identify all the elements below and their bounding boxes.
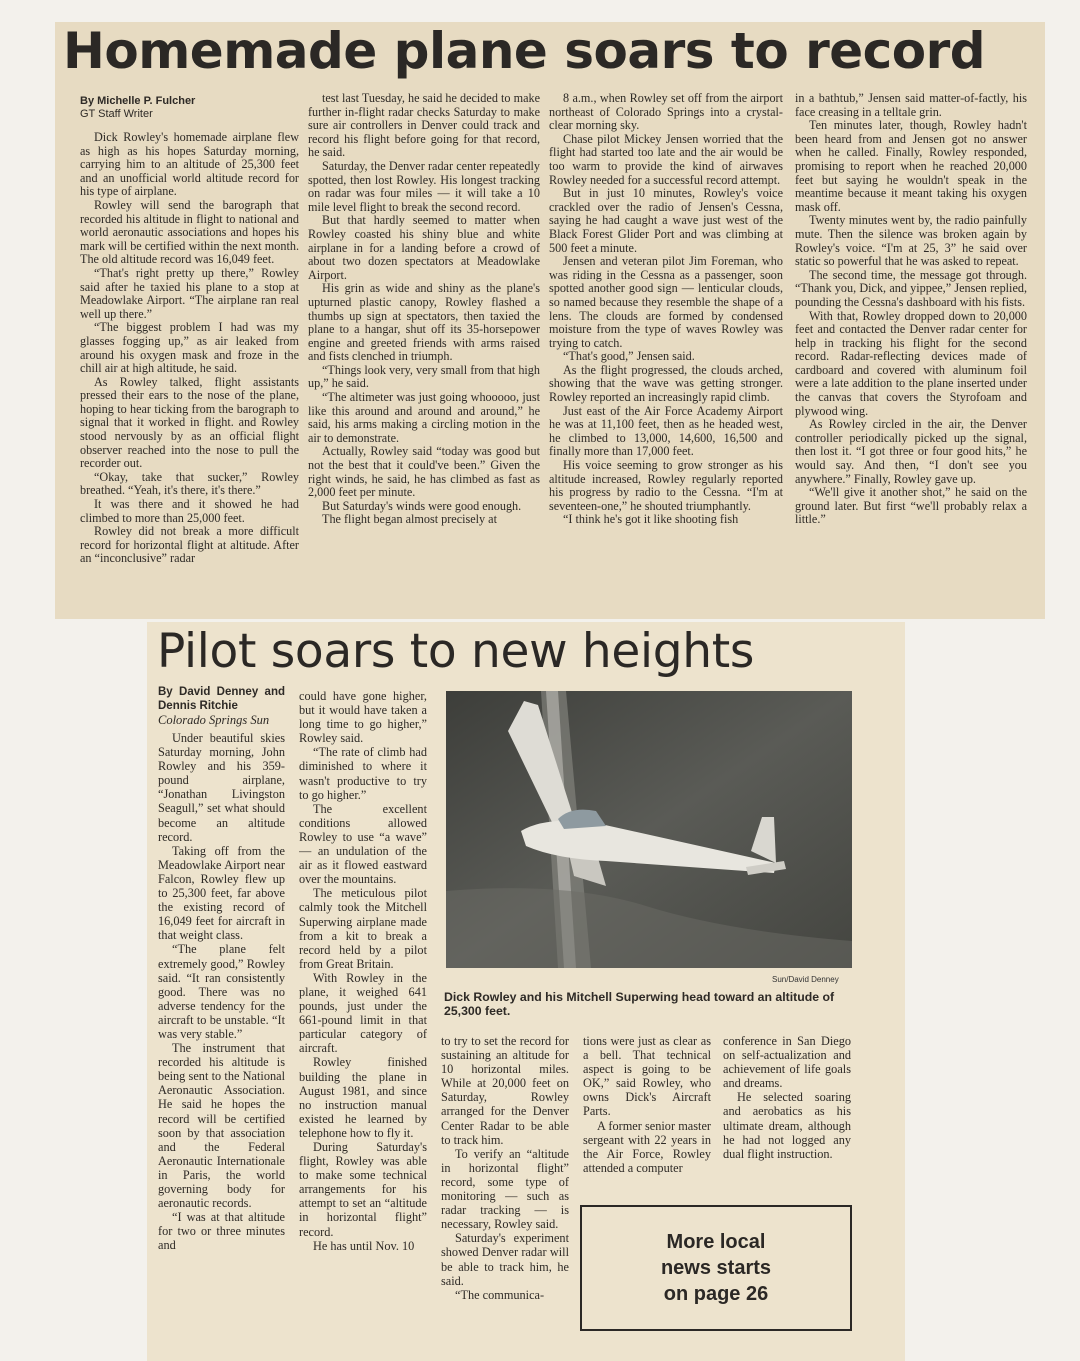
article1-column-1: [80, 95, 299, 615]
article1-column-4: [795, 92, 1027, 615]
paragraph: The instrument that recorded his altitude is being sent to the National Aeronautic Association. He said he hopes the record will be certified soon by that association and the Federal Aeronautic Internationale in Paris, the world governing body for aeronautic records.: [158, 1041, 285, 1211]
paragraph: test last Tuesday, he said he decided to make further in-flight radar checks Saturday to make sure air controllers in Denver could track and record his flight before going for that record, he said.: [308, 92, 540, 160]
paragraph: He has until Nov. 10: [313, 1238, 415, 1253]
paragraph: With Rowley in the plane, it weighed 641 pounds, just under the 661-pound limit in that particular category of aircraft.: [299, 970, 427, 1056]
paragraph: The flight began almost precisely at: [322, 512, 497, 527]
paragraph: With that, Rowley dropped down to 20,000 feet and contacted the Denver radar center for help in tracking his flight for the second record. Radar-reflecting devices made of cardboard and covered with aluminum foil were a late addition to the plane inserted under the canvas that covers the Styrofoam and plywood wing.: [795, 308, 1027, 418]
paragraph: 8 a.m., when Rowley set off from the airport northeast of Colorado Springs into a crystal-clear morning sky.: [549, 92, 783, 133]
paragraph: Saturday's experiment showed Denver radar will be able to track him, he said.: [441, 1231, 569, 1288]
plane-photo-image: [446, 691, 852, 968]
paragraph: Under beautiful skies Saturday morning, John Rowley and his 359-pound airplane, “Jonathan Livingston Seagull,” set what should become an altitude record.: [158, 731, 285, 844]
paragraph: “I was at that altitude for two or three minutes and: [158, 1210, 285, 1253]
paragraph: “The communica-: [455, 1287, 545, 1302]
paragraph: Just east of the Air Force Academy Airport he was at 11,100 feet, then as he headed west, he climbed to 13,000, 14,600, 16,500 and finally more than 17,000 feet.: [549, 403, 783, 459]
paragraph: Taking off from the Meadowlake Airport near Falcon, Rowley flew up to 25,300 feet, far above the existing record of 16,049 feet for aircraft in that weight class.: [158, 843, 285, 943]
byline-fulcher: By Michelle P. Fulcher GT Staff Writer: [80, 95, 196, 120]
photo-credit: Sun/David Denney: [772, 975, 839, 984]
paragraph: “I think he's got it like shooting fish: [563, 512, 739, 527]
paragraph: Rowley did not break a more difficult record for horizontal flight at altitude. After an “inconclusive” radar: [80, 524, 299, 566]
paragraph: Dick Rowley's homemade airplane flew as high as his hopes Saturday morning, carrying him to an altitude of 25,300 feet and an unofficial world altitude record for his type of airplane.: [80, 130, 299, 199]
paragraph: “The biggest problem I had was my glasses fogging up,” as air leaked from around his oxygen mask and froze in the chill air at high altitude, he said.: [80, 320, 299, 376]
article2-column-5: [723, 1034, 851, 1199]
paragraph: Jensen and veteran pilot Jim Foreman, who was riding in the Cessna as a passenger, soon spotted another good sign — lenticular clouds, so named because they resemble the shape of a lens. The clouds are formed by condensed moisture from the type of waves Rowley was trying to catch.: [549, 254, 783, 350]
paragraph: “The altimeter was just going whooooo, just like this around and around and around,” he said, his arms making a circling motion in the air to demonstrate.: [308, 390, 540, 445]
paragraph: To verify an “altitude in horizontal flight” record, some type of monitoring — such as radar tracking — is necessary, Rowley said.: [441, 1146, 569, 1232]
paragraph: tions were just as clear as a bell. That technical aspect is going to be OK,” said Rowley, who owns Dick's Aircraft Parts.: [583, 1034, 711, 1119]
paragraph: Rowley will send the barograph that recorded his altitude in flight to national and world aeronautic associations and hopes his mark will be certified within the next month. The old altitude record was 16,049 feet.: [80, 197, 299, 267]
article2-column-3: [441, 1034, 569, 1359]
paragraph: conference in San Diego on self-actualization and achievement of life goals and dreams.: [723, 1034, 851, 1091]
paragraph: Twenty minutes went by, the radio painfully mute. Then the silence was broken again by Rowley's voice. “I'm at 25, 3” he said over static so powerful that he was asked to repeat.: [795, 213, 1027, 269]
article1-column-2: [308, 92, 540, 615]
paragraph: “The plane felt extremely good,” Rowley said. “It ran consistently good. There was no adverse tendency for the aircraft to be unstable. “It was very stable.”: [158, 942, 285, 1041]
clipping-homemade-plane: [55, 22, 1045, 619]
paragraph: to try to set the record for sustaining an altitude for 10 horizontal miles. While at 20,000 feet on Saturday, Rowley arranged for the Denver Center Radar to be able to track him.: [441, 1034, 569, 1147]
paragraph: “The rate of climb had diminished to where it wasn't productive to try to go higher.”: [299, 745, 427, 802]
paragraph: A former senior master sergeant with 22 years in the Air Force, Rowley attended a computer: [583, 1118, 711, 1175]
paragraph: “Okay, take that sucker,” Rowley breathed. “Yeah, it's there, it's there.”: [80, 469, 299, 498]
paragraph: But in just 10 minutes, Rowley's voice crackled over the radio of Jensen's Cessna, saying he had caught a wave just west of the Black Forest Glider Port and was climbing at 500 feet a minute.: [549, 186, 783, 255]
paragraph: His voice seeming to grow stronger as his altitude increased, Rowley regularly reported his progress by radio to the Cessna. “I'm at seventeen-one,” he shouted triumphantly.: [549, 458, 783, 513]
article2-column-4: [583, 1034, 711, 1199]
headline-homemade-plane: Homemade plane soars to record: [63, 22, 986, 80]
headline-pilot-soars: Pilot soars to new heights: [157, 624, 755, 679]
paragraph: “Things look very, very small from that high up,” he said.: [308, 362, 540, 391]
paragraph: It was there and it showed he had climbed to more than 25,000 feet.: [80, 497, 299, 525]
paragraph: His grin as wide and shiny as the plane's upturned plastic canopy, Rowley flashed a thumbs up sign at spectators, then taxied the plane to a hangar, shut off its 35-horsepower engine and greeted friends with arms raised and fists clenched in triumph.: [308, 281, 540, 364]
paragraph: “That's right pretty up there,” Rowley said after he taxied his plane to a stop at Meadowlake Airport. “The airplane ran real well up there.”: [80, 265, 299, 321]
more-local-news-box: More local news starts on page 26: [580, 1205, 852, 1331]
paragraph: The meticulous pilot calmly took the Mitchell Superwing airplane made from a kit to break a record held by a pilot from Great Britain.: [299, 886, 427, 971]
paragraph: During Saturday's flight, Rowley was able to make some technical arrangements for his attempt to set an “altitude in horizontal flight” record.: [299, 1140, 427, 1239]
paragraph: But that hardly seemed to matter when Rowley coasted his shiny blue and white airplane in for a landing before a crowd of about two dozen spectators at Meadowlake Airport.: [308, 213, 540, 282]
paragraph: As Rowley talked, flight assistants pressed their ears to the nose of the plane, hoping to hear ticking from the barograph to signal that it worked in flight. and Rowley stood nervously by as an official flight observer reached into the nose to pull the recorder out.: [80, 374, 299, 471]
paragraph: But Saturday's winds were good enough.: [322, 498, 522, 513]
photo-caption: Dick Rowley and his Mitchell Superwing head toward an altitude of 25,300 feet.: [444, 990, 835, 1018]
paragraph: The second time, the message got through. “Thank you, Dick, and yippee,” Jensen replied, pounding the Cessna's dashboard with his fists.: [795, 267, 1027, 309]
paragraph: Actually, Rowley said “today was good but not the best that it could've been.” Given the right winds, he said, he has climbed as fast as 2,000 feet per minute.: [308, 444, 540, 500]
paragraph: could have gone higher, but it would have taken a long time to go higher,” Rowley said.: [299, 689, 427, 746]
byline-denney-ritchie: By David Denney and Dennis Ritchie Colorado Springs Sun: [158, 686, 285, 727]
photo-superwing-plane: [446, 691, 852, 968]
clipping-pilot-soars: [147, 622, 905, 1361]
paragraph: As Rowley circled in the air, the Denver controller periodically picked up the signal, then lost it. “I got three or four good hits,” he would say. And then, “I don't see you anywhere.” Finally, Rowley gave up.: [795, 417, 1027, 486]
paragraph: in a bathtub,” Jensen said matter-of-factly, his face creasing in a telltale grin.: [795, 92, 1027, 119]
paragraph: The excellent conditions allowed Rowley to use “a wave” — an undulation of the air as it flowed eastward over the mountains.: [299, 801, 427, 887]
paragraph: “That's good,” Jensen said.: [563, 349, 695, 364]
paragraph: Ten minutes later, though, Rowley hadn't been heard from and Jensen got no answer when he called. Finally, Rowley responded, promising to report when he reached 20,000 feet but saying he wouldn't speak in the meantime because it meant taking his oxygen mask off.: [795, 118, 1027, 214]
paragraph: As the flight progressed, the clouds arched, showing that the wave was getting stronger. Rowley reported an increasingly rapid climb.: [549, 362, 783, 405]
paragraph: “We'll give it another shot,” he said on the ground later. But first “we'll probably relax a little.”: [795, 485, 1027, 527]
paragraph: Chase pilot Mickey Jensen worried that the flight had started too late and the air would be too warm to provide the kind of airwaves Rowley needed for a successful record attempt.: [549, 131, 783, 187]
paragraph: Rowley finished building the plane in August 1981, and since no instruction manual existed he learned by telephone how to fly it.: [299, 1055, 427, 1140]
article2-column-2: [299, 689, 427, 1359]
article2-column-1: [158, 685, 285, 1359]
paragraph: He selected soaring and aerobatics as his ultimate dream, although he had not logged any dual flight instruction.: [723, 1090, 851, 1161]
article1-column-3: [549, 92, 783, 615]
paragraph: Saturday, the Denver radar center repeatedly spotted, then lost Rowley. His longest tracking on radar was four miles — it will take a 10 mile level flight to break the second record.: [308, 158, 540, 214]
